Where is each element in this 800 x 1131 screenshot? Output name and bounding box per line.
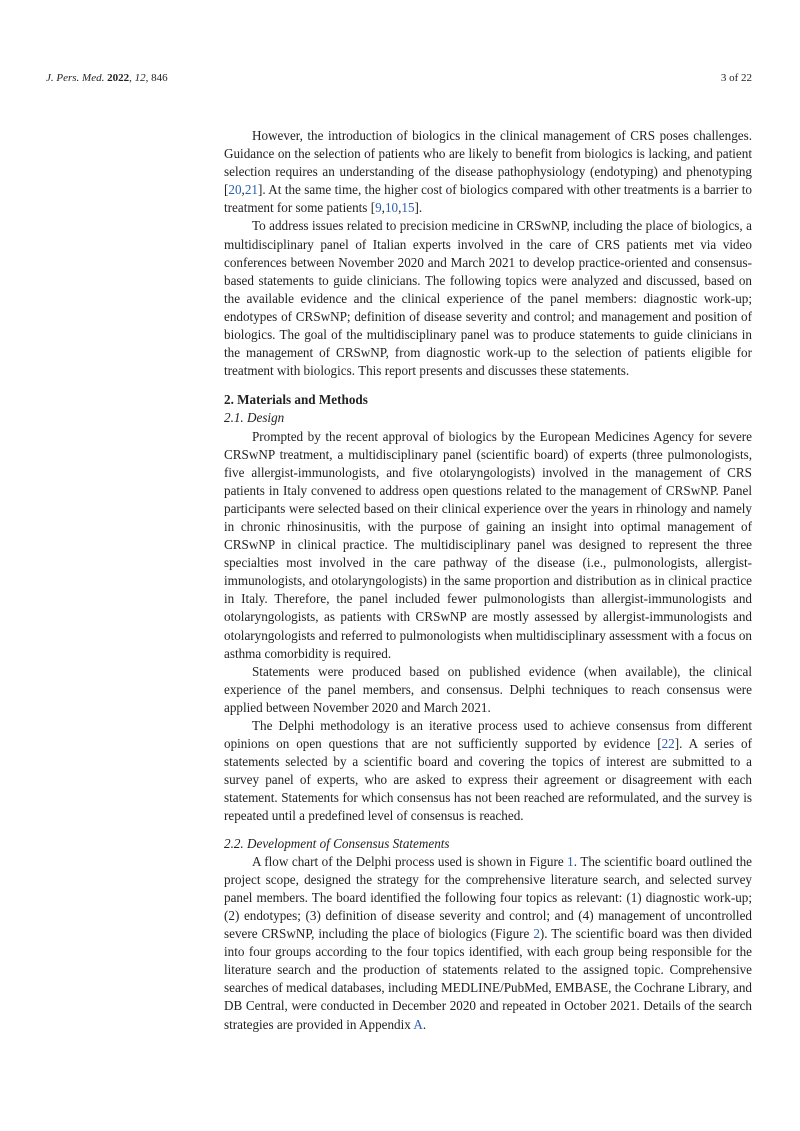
subsection-heading: 2.1. Design [224,410,285,426]
article-body [224,127,752,1034]
reference-link[interactable]: 9 [375,200,382,216]
journal-name: J. Pers. Med. [46,72,105,84]
reference-link[interactable]: 20 [228,182,242,198]
body-paragraph: A flow chart of the Delphi process used is shown in Figure 1. The scientific board outlined the project scope, designed the strategy for the comprehensive literature search, and selected survey panel members. The board identified the following four topics as relevant: (1) diagnostic work-up; (2) endotypes; (3) definition of disease severity and control; and (4) management of uncontrolled severe CRSwNP, including the place of biologics (Figure 2). The scientific board was then divided into four groups according to the four topics identified, with each group being responsible for the literature search and the production of statements related to the assigned topic. Comprehensive searches of medical databases, including MEDLINE/PubMed, EMBASE, the Cochrane Library, and DB Central, were conducted in December 2020 and repeated in October 2021. Details of the search strategies are provided in Appendix A. [224,853,753,1032]
running-header [46,72,752,90]
body-paragraph: The Delphi methodology is an iterative process used to achieve consensus from different opinions on open questions that are not sufficiently supported by evidence [22]. A series of statements selected by a scientific board and covering the topics of interest are submitted to a survey panel of experts, who are asked to express their agreement or disagreement with each statement. Statements for which consensus has not been reached are reformulated, and the survey is repeated until a predefined level of consensus is reached. [224,718,752,824]
body-paragraph: Prompted by the recent approval of biologics by the European Medicines Agency for severe CRSwNP treatment, a multidisciplinary panel (scientific board) of experts (three pulmonologists, five allergist-immunologists, and five otolaryngologists) involved in the management of CRS patients in Italy convened to address open questions related to the management of CRSwNP. Panel participants were selected based on their clinical experience over the years in rhinology and namely in chronic rhinosinusitis, with the purpose of gaining an insight into optimal management of CRSwNP in clinical practice. The multidisciplinary panel was designed to represent the three specialties most involved in the care pathway of the disease (i.e., pulmonologists, allergist-immunologists, and otolaryngologists) in the same proportion and distribution as in clinical practice in Italy. Therefore, the panel included fewer pulmonologists than allergist-immunologists and otolaryngologists, as patients with CRSwNP are mostly assessed by allergist-immunologists and otolaryngologists and referred to pulmonologists when multidisciplinary assessment with a focus on asthma comorbidity is required. [224,428,752,661]
body-paragraph: However, the introduction of biologics in the clinical management of CRS poses challenges. Guidance on the selection of patients who are likely to benefit from biologics is lacking, and patient selection requires an understanding of the disease pathophysiology (endotyping) and phenotyping [20,21]. At the same time, the higher cost of biologics compared with other treatments is a barrier to treatment for some patients [9,10,15]. [224,128,752,216]
page-number: 3 of 22 [720,72,752,84]
reference-link[interactable]: 21 [244,182,258,198]
article-number: 846 [151,72,168,84]
body-paragraph: Statements were produced based on published evidence (when available), the clinical experience of the panel members, and consensus. Delphi techniques to reach consensus were applied between November 2020 and March 2021. [224,663,752,715]
subsection-heading: 2.2. Development of Consensus Statements [224,835,450,851]
body-paragraph: To address issues related to precision medicine in CRSwNP, including the place of biologics, a multidisciplinary panel of Italian experts involved in the care of CRS patients met via video conferences between November 2020 and March 2021 to develop practice-oriented and consensus-based statements to guide clinicians. The following topics were analyzed and discussed, based on the available evidence and the clinical experience of the panel members: diagnostic work-up; endotypes of CRSwNP; definition of disease severity and control; and management and position of biologics. The goal of the multidisciplinary panel was to produce statements to guide clinicians in the management of CRSwNP, from diagnostic work-up to the selection of patients eligible for treatment with biologics. This report presents and discusses these statements. [224,218,752,379]
journal-volume: 12 [134,72,146,84]
reference-link[interactable]: 15 [401,200,415,216]
section-heading: 2. Materials and Methods [224,392,368,408]
reference-link[interactable]: 10 [384,200,399,216]
journal-year: 2022 [107,72,130,84]
reference-link[interactable]: 1 [567,853,574,869]
reference-link[interactable]: A [413,1016,423,1032]
journal-citation: J. Pers. Med. 2022, 12, 846 [46,72,168,84]
reference-link[interactable]: 22 [661,736,675,752]
reference-link[interactable]: 2 [533,926,540,942]
